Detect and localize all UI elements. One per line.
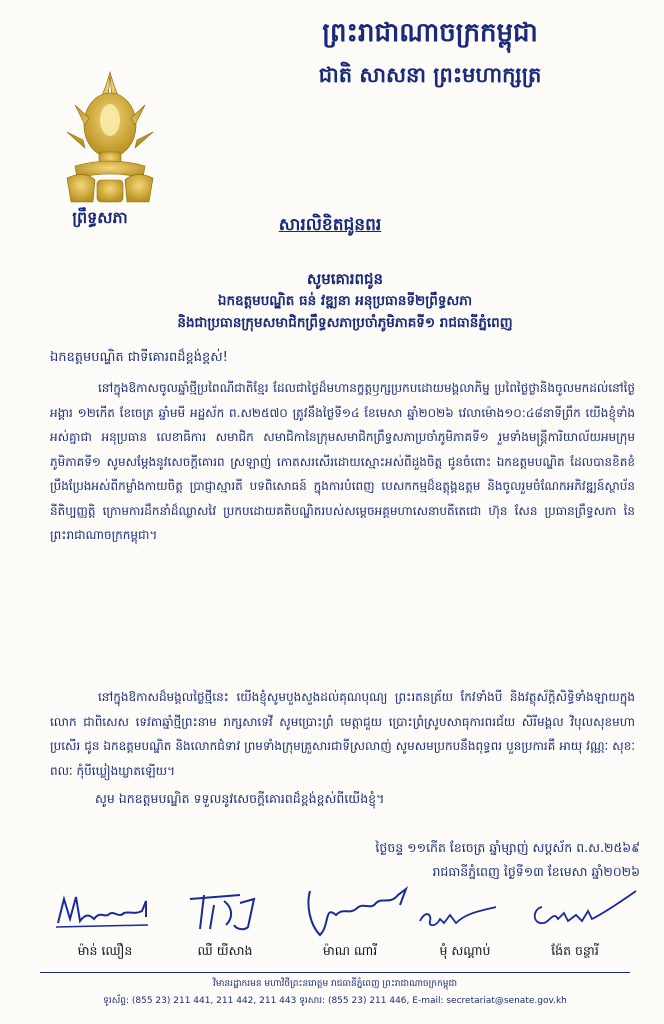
signatory-name: ម៉ាណ ណារី [322,943,378,958]
document-title: សារលិខិតជូនពរ [278,215,382,235]
date-place: រាជធានីភ្នំពេញ ថ្ងៃទី១៣ ខែមេសា ឆ្នាំ២០២៦ [432,864,640,879]
salutation: ឯកឧត្តមបណ្ឌិត ជាទីគោរពដ៏ខ្ពង់ខ្ពស់! [50,350,228,365]
footer-divider [40,972,630,973]
signatory-name: ម៉ាន់ ឈឿន [77,943,133,958]
addressee-block [60,268,630,334]
addressee-line: សូមគោរពជូន [306,270,384,288]
addressee-line: និងជាប្រធានក្រុមសមាជិកព្រឹទ្ធសភាប្រចាំភូមិភាគទី១ រាជធានីភ្នំពេញ [177,315,513,331]
handwritten-signature-icon [520,885,640,937]
signature-5 [520,885,630,937]
kingdom-heading: ព្រះរាជាណាចក្រកម្ពុជា [322,18,538,48]
body-paragraph-1: នៅក្នុងឱកាសចូលឆ្នាំថ្មីប្រពៃណីជាតិខ្មែរ ដែលជាថ្ងៃដ៏មហានក្ខត្តឫក្សប្រកបដោយមង្គលាភិម្ន ប្រពៃថ្ងៃថ្លានិងចូលមកដល់នៅថ្ងៃអង្គារ ១២កើត ខែចេត្រ ឆ្នាំមមី អដ្ឋស័ក ព.ស២៥៧០ ត្រូវនឹងថ្ងៃទី១៤ ខែមេសា ឆ្នាំ២០២៦ វេលាម៉ោង១០:៤៨នាទីព្រឹក យើងខ្ញុំទាំងអស់គ្នាជា អនុប្រធាន លេខាធិការ សមាជិក សមាជិកានៃក្រុមសមាជិកព្រឹទ្ធសភាប្រចាំភូមិភាគទី១ រួមទាំងមន្ត្រីការិយាល័យអមក្រុម ភូមិភាគទី១ សូមសម្តែងនូវសេចក្តីគោរព ស្រឡាញ់ កោតសរសើរដោយស្មោះអស់ពីដួងចិត្ត ជូនចំពោះ ឯកឧត្តមបណ្ឌិត ដែលបានខិតខំប្រឹងប្រែងអស់ពីកម្លាំងកាយចិត្ត ប្រាជ្ញាស្មារតី បទពិសោធន៍ ក្នុងការបំពេញ បេសកកម្មដ៏ឧត្តុង្គឧត្តម និងចូលរួមចំណែកអភិវឌ្ឍន៍ស្ថាប័ននីតិប្បញ្ញត្តិ ក្រោមការដឹកនាំដ៏ឈ្លាសវៃ ប្រកបដោយគតិបណ្ឌិតរបស់សម្តេចអគ្គមហាសេនាបតីតេជោ ហ៊ុន សែន ប្រធានព្រឹទ្ធសភា នៃព្រះរាជាណាចក្រកម្ពុជា។ [50,381,635,542]
signatory-name: មុំ សណ្តាប់ [439,943,491,958]
signatory-name: ឈឺ យីសាង [197,943,253,958]
date-lunar: ថ្ងៃចន្ទ ១១កើត ខែចេត្រ ឆ្នាំម្សាញ់ សប្តស័ក ព.ស.២៥៦៩ [375,840,640,855]
national-motto: ជាតិ សាសនា ព្រះមហាក្សត្រ [318,63,542,87]
signature-row [40,885,640,958]
handwritten-signature-icon [50,885,160,937]
closing-line: សូម ឯកឧត្តមបណ្ឌិត ទទួលនូវសេចក្តីគោរពដ៏ខ្ពង់ខ្ពស់ពីយើងខ្ញុំ។ [95,791,385,806]
handwritten-signature-icon [410,885,520,937]
senate-emblem-logo [55,70,165,210]
handwritten-signature-icon [290,885,420,945]
date-block [260,836,640,884]
signature-4 [410,885,520,937]
signatory-name: ង៉ែត ចន្ថារី [551,943,599,958]
footer-address: វិមានរដ្ឋាករមន មហាវិថីព្រះនរោត្តម រាជធានីភ្នំពេញ ព្រះរាជាណាចក្រកម្ពុជា [212,979,458,989]
body-paragraph-2: នៅក្នុងឱកាសដ៏មង្គលថ្ងៃថ្មីនេះ យើងខ្ញុំសូមបួងសួងដល់គុណបុណ្យ ព្រះរតនត្រ័យ កែវទាំងបី និងវត្ថុស័ក្តិសិទ្ធិទាំងឡាយក្នុងលោក ជាពិសេស ទេវតាឆ្នាំថ្មីព្រះនាម រាក្សសាទេវី សូមប្រោះព្រំ មេត្តាជួយ ប្រោះព្រំស្រូបសាធុការពរជ័យ សិរីមង្គល វិបុលសុខមហាប្រសើរ ជូន ឯកឧត្តមបណ្ឌិត និងលោកជំទាវ ព្រមទាំងក្រុមគ្រួសារជាទីស្រលាញ់ សូមសមប្រកបនឹងពុទ្ធពរ បួនប្រការគឺ អាយុ វណ្ណៈ សុខៈ ពលៈ កុំបីឃ្លៀងឃ្លាតឡើយ។ [50,690,635,778]
institution-name: ព្រឹទ្ធសភា [72,208,128,227]
addressee-line: ឯកឧត្តមបណ្ឌិត ធន់ វឌ្ឍនា អនុប្រធានទី២ព្រឹទ្ធសភា [217,293,473,309]
signature-3 [290,885,400,937]
handwritten-signature-icon [170,885,280,937]
signature-1 [50,885,160,937]
footer-contact: ទូរស័ព្ទ: (855 23) 211 441, 211 442, 211 443 ទូរសារ: (855 23) 211 446, E-mail: secretariat@senate.gov.kh [103,996,567,1006]
signature-2 [170,885,280,937]
